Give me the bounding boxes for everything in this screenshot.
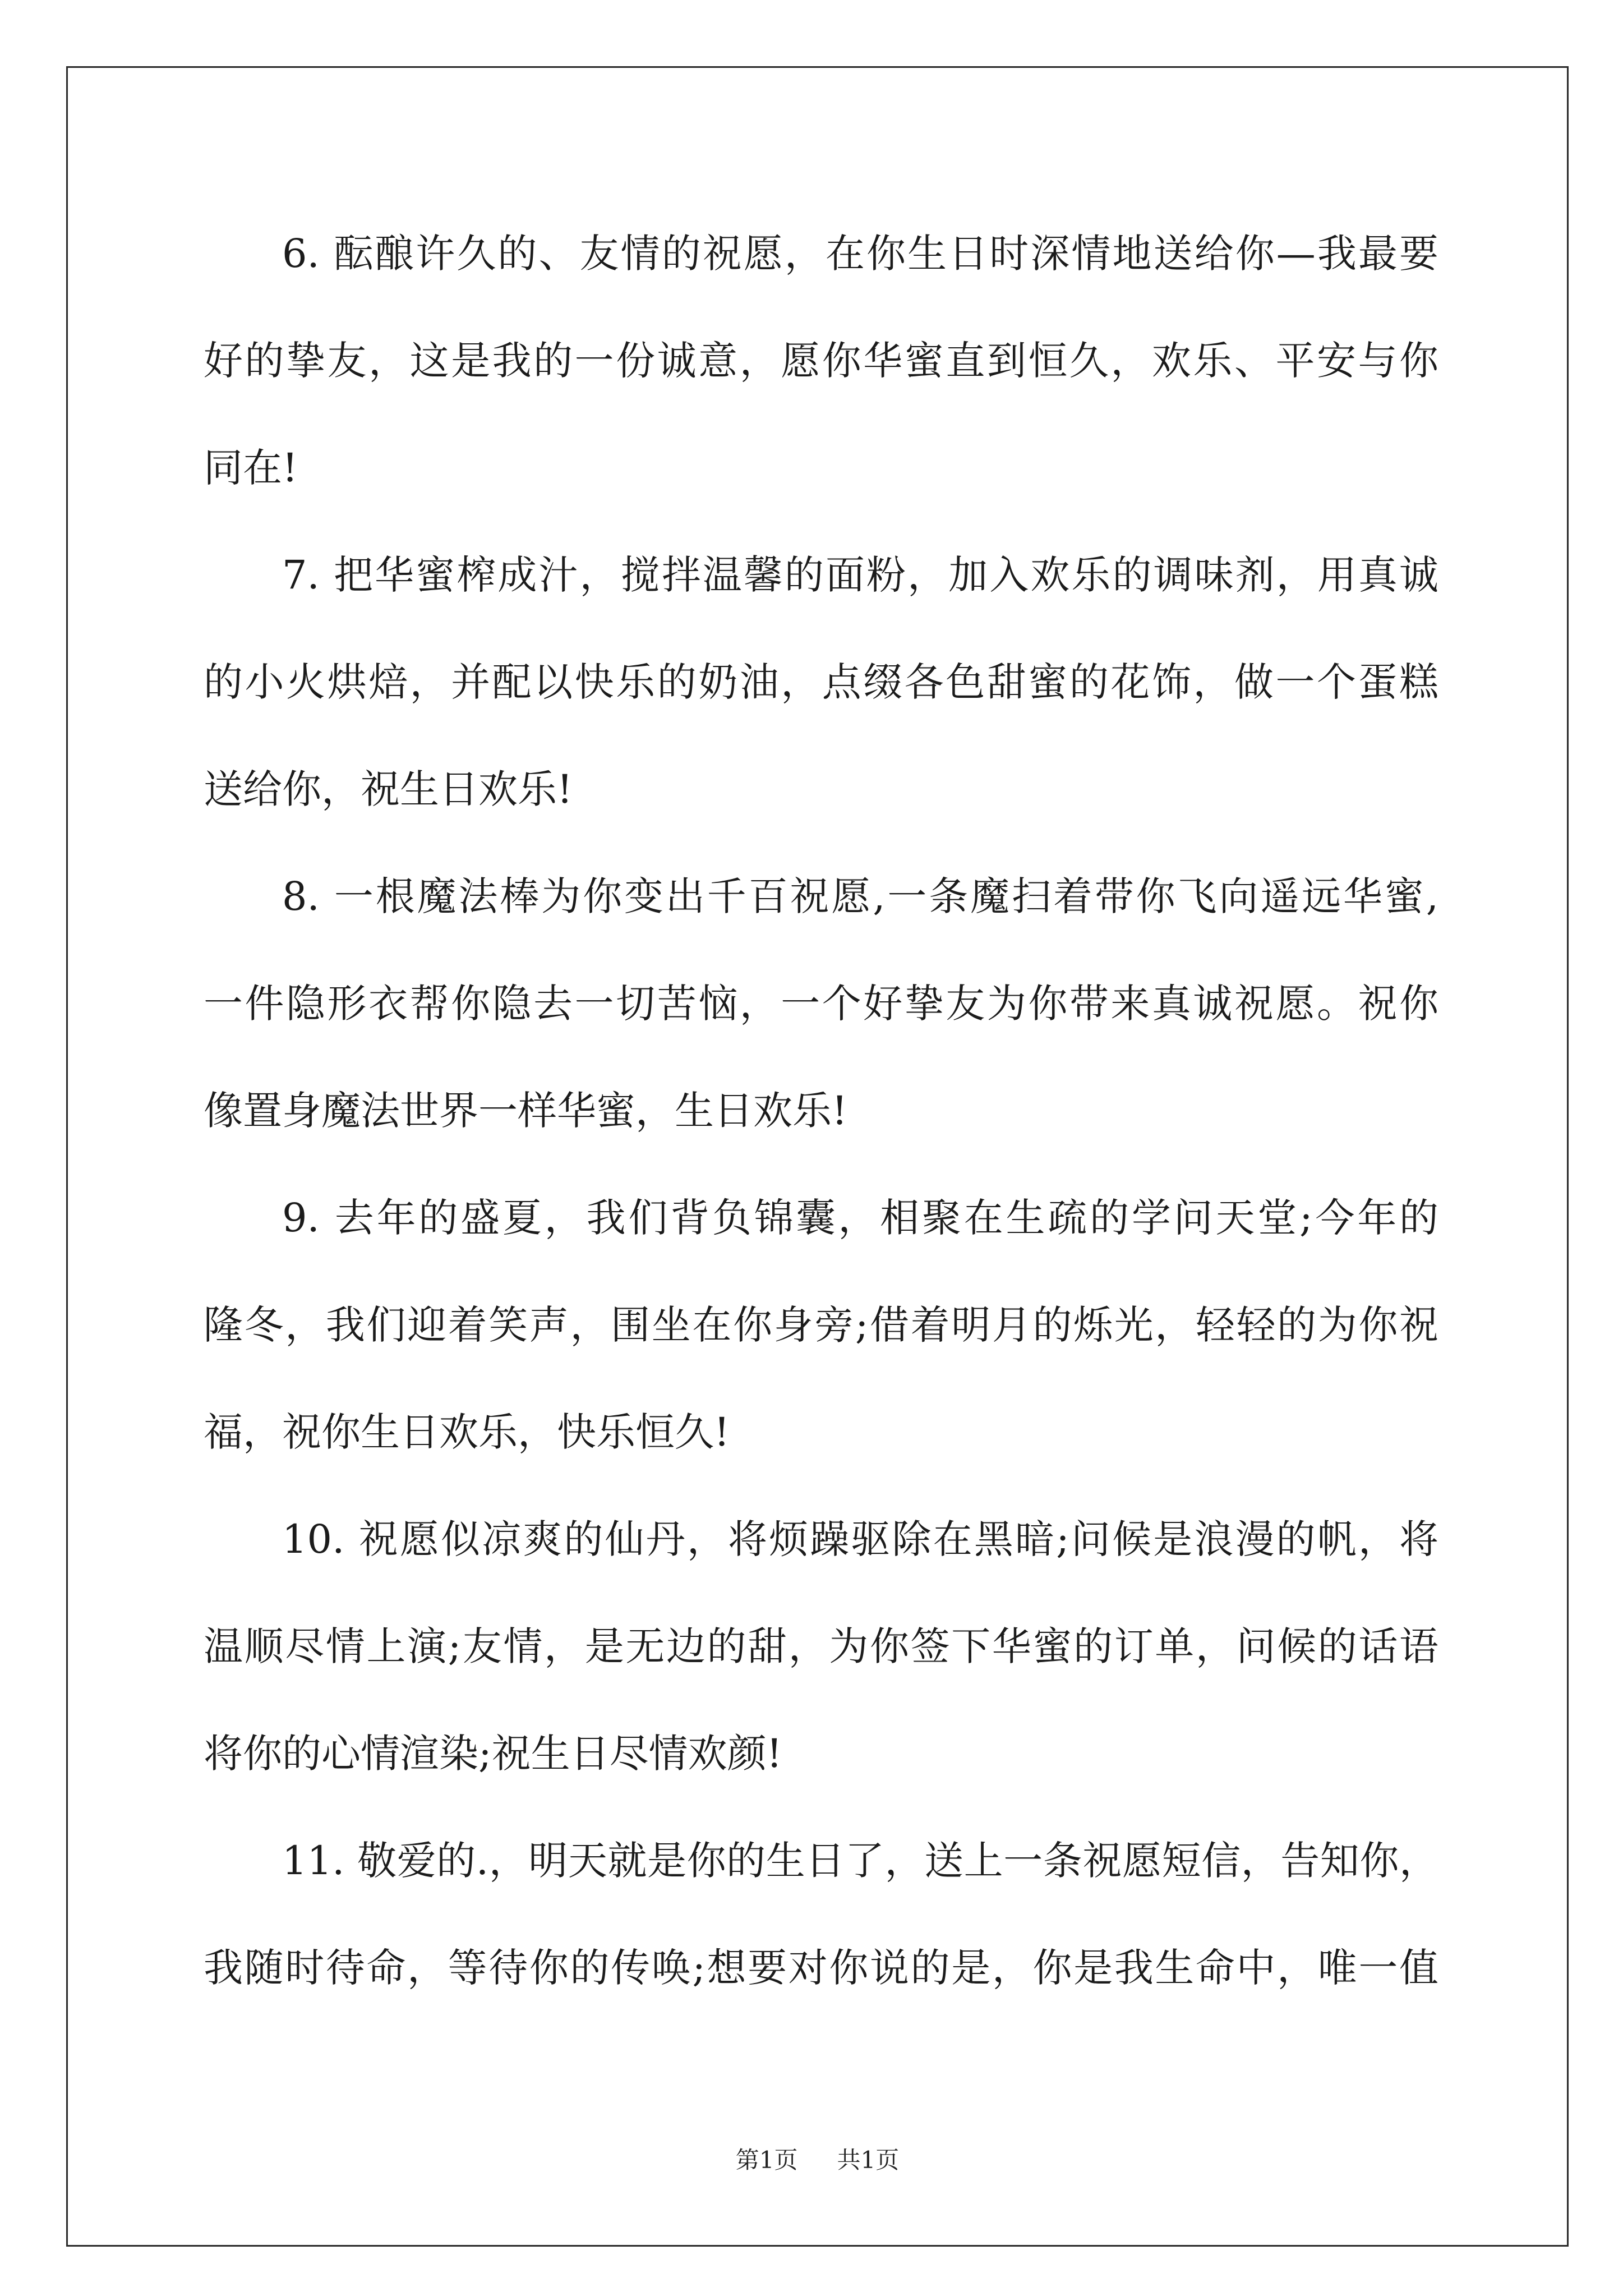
total-pages-label: 共1页 — [837, 2146, 900, 2174]
text-line: 隆冬，我们迎着笑声，围坐在你身旁;借着明月的烁光，轻轻的为你祝 — [204, 1302, 1438, 1348]
text-line: 的小火烘焙，并配以快乐的奶油，点缀各色甜蜜的花饰，做一个蛋糕 — [204, 659, 1438, 705]
text-line: 7. 把华蜜榨成汁，搅拌温馨的面粉，加入欢乐的调味剂，用真诚 — [282, 552, 1438, 598]
paragraph-8 — [204, 843, 1438, 1165]
paragraph-6 — [204, 200, 1438, 522]
current-page-label: 第1页 — [735, 2146, 798, 2174]
text-line: 9. 去年的盛夏，我们背负锦囊，相聚在生疏的学问天堂;今年的 — [282, 1195, 1438, 1241]
text-line: 我随时待命，等待你的传唤;想要对你说的是，你是我生命中，唯一值 — [204, 1945, 1438, 1991]
text-line: 将你的心情渲染;祝生日尽情欢颜! — [204, 1731, 782, 1777]
text-line: 像置身魔法世界一样华蜜，生日欢乐! — [204, 1088, 848, 1134]
text-line: 11. 敬爱的.，明天就是你的生日了，送上一条祝愿短信，告知你， — [282, 1838, 1438, 1884]
page-footer — [66, 2143, 1569, 2177]
text-line: 一件隐形衣帮你隐去一切苦恼，一个好挚友为你带来真诚祝愿。祝你 — [204, 981, 1438, 1027]
text-line: 温顺尽情上演;友情，是无边的甜，为你签下华蜜的订单，问候的话语 — [204, 1623, 1438, 1669]
text-line: 6. 酝酿许久的、友情的祝愿，在你生日时深情地送给你—我最要 — [282, 231, 1438, 277]
text-line: 8. 一根魔法棒为你变出千百祝愿,一条魔扫着带你飞向遥远华蜜, — [282, 873, 1438, 919]
text-line: 好的挚友，这是我的一份诚意，愿你华蜜直到恒久，欢乐、平安与你 — [204, 338, 1438, 384]
paragraph-11 — [204, 1807, 1438, 2022]
text-line: 福，祝你生日欢乐，快乐恒久! — [204, 1409, 730, 1455]
paragraph-7 — [204, 522, 1438, 843]
paragraph-10 — [204, 1486, 1438, 1807]
text-line: 同在! — [204, 445, 298, 491]
document-body — [204, 200, 1438, 2022]
text-line: 送给你，祝生日欢乐! — [204, 766, 573, 812]
paragraph-9 — [204, 1165, 1438, 1486]
text-line: 10. 祝愿似凉爽的仙丹，将烦躁驱除在黑暗;问候是浪漫的帆，将 — [282, 1516, 1438, 1562]
